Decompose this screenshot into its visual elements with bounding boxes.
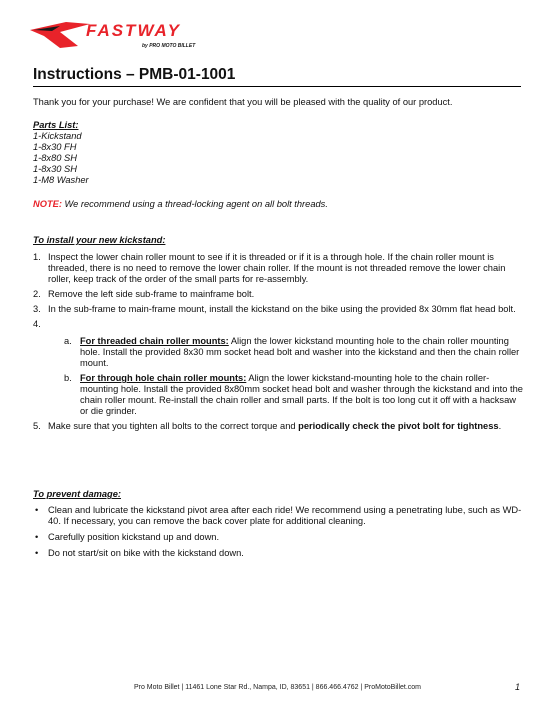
step-number: 2. xyxy=(33,289,41,299)
logo-tagline-text: by PRO MOTO BILLET xyxy=(142,43,196,49)
step-text: Inspect the lower chain roller mount to see if it is threaded or if it is a through hole. If the chain roller mount is threaded, there is no need to remove the lower chain roller. If the mount is not threaded remove the lower chain roller, keep track of the order of the small parts for re-assembly. xyxy=(48,252,506,284)
logo-red-swoosh xyxy=(30,22,90,48)
install-substeps xyxy=(48,336,523,417)
prevent-item-text: Do not start/sit on bike with the kickstand down. xyxy=(48,548,244,558)
install-step xyxy=(33,421,523,432)
substep-letter: b. xyxy=(64,373,72,383)
intro-text: Thank you for your purchase! We are confident that you will be pleased with the quality of our product. xyxy=(33,97,453,107)
bullet-icon: • xyxy=(35,532,39,542)
substep-label: For through hole chain roller mounts: xyxy=(80,373,247,383)
install-substep xyxy=(48,336,523,369)
step-text xyxy=(48,319,51,329)
install-step xyxy=(33,252,523,285)
substep-letter: a. xyxy=(64,336,72,346)
note-text: We recommend using a thread-locking agent on all bolt threads. xyxy=(61,199,328,209)
title-divider xyxy=(33,86,521,87)
parts-list-item: 1-8x30 FH xyxy=(33,142,77,152)
page-title: Instructions – PMB-01-1001 xyxy=(33,66,236,83)
parts-list-item: 1-8x80 SH xyxy=(33,153,77,163)
substep-label: For threaded chain roller mounts: xyxy=(80,336,229,346)
step-number: 3. xyxy=(33,304,41,314)
install-step xyxy=(33,319,523,417)
prevent-item xyxy=(33,532,523,543)
page-number: 1 xyxy=(515,682,521,692)
page-footer: Pro Moto Billet | 11461 Lone Star Rd., Nampa, ID, 83651 | 866.466.4762 | ProMotoBillet.com xyxy=(133,684,422,691)
prevent-item-text: Clean and lubricate the kickstand pivot area after each ride! We recommend using a penetrating lube, such as WD-40. If necessary, you can remove the back cover plate for additional cleaning. xyxy=(48,505,522,526)
step-bold-text: periodically check the pivot bolt for tightness xyxy=(298,421,499,431)
substep-text: Align the lower kickstand mounting hole to the chain roller mounting hole. Install the provided 8x30 mm socket head bolt and washer into the kickstand and then the chain roller mount. xyxy=(80,336,520,368)
install-step xyxy=(33,289,523,300)
logo-brand-text: FASTWAY xyxy=(86,21,181,40)
prevent-item xyxy=(33,505,523,527)
step-number: 5. xyxy=(33,421,41,431)
parts-list xyxy=(33,120,89,186)
prevent-item xyxy=(33,548,523,559)
install-substep xyxy=(48,373,523,417)
fastway-logo xyxy=(30,18,200,52)
parts-list-item: 1-8x30 SH xyxy=(33,164,77,174)
install-steps xyxy=(33,252,523,436)
prevent-list xyxy=(33,505,523,564)
step-text: Remove the left side sub-frame to mainframe bolt. xyxy=(48,289,255,299)
prevent-item-text: Carefully position kickstand up and down. xyxy=(48,532,220,542)
step-number: 1. xyxy=(33,252,41,262)
parts-list-heading: Parts List: xyxy=(33,120,79,130)
thread-lock-note xyxy=(33,199,328,210)
prevent-heading: To prevent damage: xyxy=(33,489,121,499)
install-heading: To install your new kickstand: xyxy=(33,235,166,245)
step-number: 4. xyxy=(33,319,41,329)
substep-text: Align the lower kickstand-mounting hole to the chain roller-mounting hole. Install the provided 8x80mm socket head bolt and washer through the kickstand and into the chain roller mount. Re-install the chain roller and small parts. If the bolt is too long cut it off with a hacksaw or die grinder. xyxy=(80,373,523,416)
step-text: In the sub-frame to main-frame mount, install the kickstand on the bike using the provided 8x 30mm flat head bolt. xyxy=(48,304,516,314)
parts-list-item: 1-Kickstand xyxy=(33,131,82,141)
step-end: . xyxy=(498,421,502,431)
note-label: NOTE: xyxy=(33,199,62,209)
step-text: Make sure that you tighten all bolts to the correct torque and xyxy=(48,421,299,431)
bullet-icon: • xyxy=(35,548,39,558)
bullet-icon: • xyxy=(35,505,39,515)
install-step xyxy=(33,304,523,315)
parts-list-item: 1-M8 Washer xyxy=(33,175,89,185)
